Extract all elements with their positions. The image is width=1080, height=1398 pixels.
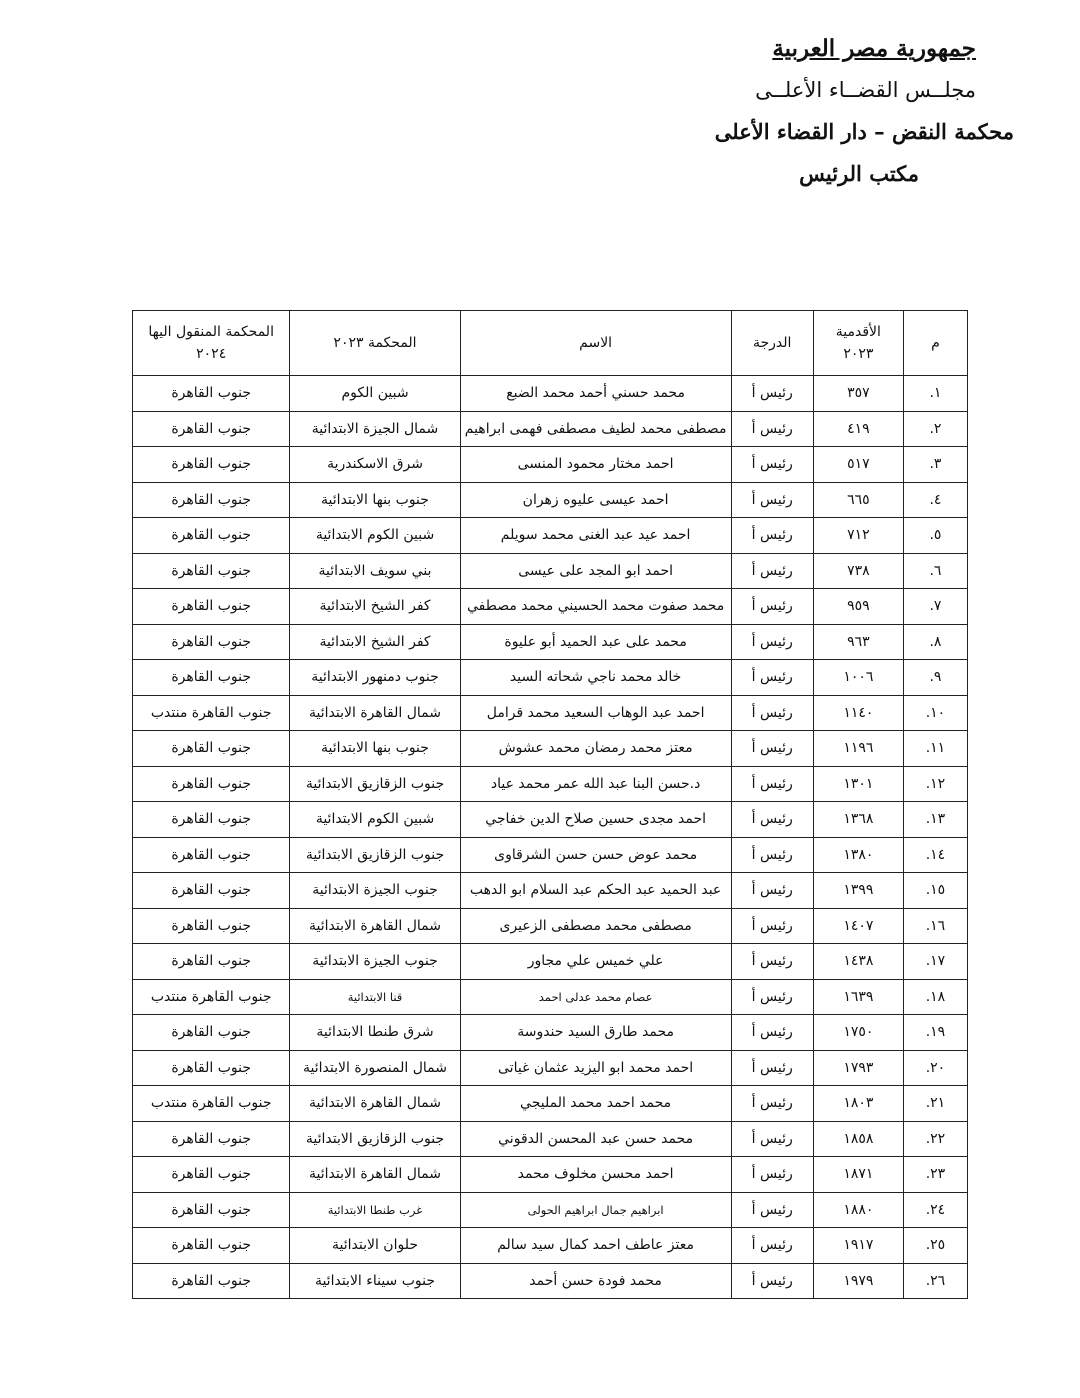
cell-seniority: ٩٥٩ — [813, 589, 903, 625]
cell-transferred-to: جنوب القاهرة — [133, 944, 290, 980]
cell-seniority: ١٣٦٨ — [813, 802, 903, 838]
cell-name: محمد حسني أحمد محمد الضبع — [460, 376, 731, 412]
table-row — [133, 908, 968, 944]
cell-name: محمد حسن عبد المحسن الدقوني — [460, 1121, 731, 1157]
table-row — [133, 447, 968, 483]
cell-seniority: ١٣٩٩ — [813, 873, 903, 909]
cell-number: ٢٦. — [903, 1263, 967, 1299]
header-council: مجلــس القضــاء الأعلــى — [755, 78, 976, 102]
cell-degree: رئيس أ — [731, 482, 813, 518]
cell-degree: رئيس أ — [731, 1192, 813, 1228]
cell-number: ٢٥. — [903, 1228, 967, 1264]
cell-court-2023: شمال الجيزة الابتدائية — [290, 411, 460, 447]
cell-number: ٧. — [903, 589, 967, 625]
cell-court-2023: حلوان الابتدائية — [290, 1228, 460, 1264]
cell-seniority: ١٩١٧ — [813, 1228, 903, 1264]
cell-degree: رئيس أ — [731, 553, 813, 589]
cell-name: احمد ابو المجد على عيسى — [460, 553, 731, 589]
cell-name: علي خميس علي مجاور — [460, 944, 731, 980]
cell-degree: رئيس أ — [731, 518, 813, 554]
cell-transferred-to: جنوب القاهرة — [133, 589, 290, 625]
cell-seniority: ٣٥٧ — [813, 376, 903, 412]
cell-name: محمد فودة حسن أحمد — [460, 1263, 731, 1299]
cell-name: عبد الحميد عبد الحكم عبد السلام ابو الدهب — [460, 873, 731, 909]
cell-court-2023: بني سويف الابتدائية — [290, 553, 460, 589]
cell-transferred-to: جنوب القاهرة — [133, 1228, 290, 1264]
cell-transferred-to: جنوب القاهرة — [133, 873, 290, 909]
cell-degree: رئيس أ — [731, 1015, 813, 1051]
cell-seniority: ١٧٥٠ — [813, 1015, 903, 1051]
cell-transferred-to: جنوب القاهرة — [133, 660, 290, 696]
cell-seniority: ١١٩٦ — [813, 731, 903, 767]
cell-court-2023: جنوب دمنهور الابتدائية — [290, 660, 460, 696]
cell-seniority: ٧١٢ — [813, 518, 903, 554]
cell-name: د.حسن البنا عبد الله عمر محمد عياد — [460, 766, 731, 802]
table-row — [133, 1192, 968, 1228]
cell-number: ١١. — [903, 731, 967, 767]
table-row — [133, 624, 968, 660]
header-country: جمهورية مصر العربية — [772, 35, 976, 62]
header-court: محكمة النقض – دار القضاء الأعلى — [714, 119, 1014, 144]
cell-seniority: ١٤٣٨ — [813, 944, 903, 980]
table-row — [133, 695, 968, 731]
cell-seniority: ٤١٩ — [813, 411, 903, 447]
cell-degree: رئيس أ — [731, 1228, 813, 1264]
cell-number: ٣. — [903, 447, 967, 483]
cell-transferred-to: جنوب القاهرة منتدب — [133, 695, 290, 731]
table-row — [133, 553, 968, 589]
cell-number: ٢٤. — [903, 1192, 967, 1228]
cell-name: مصطفى محمد مصطفى الزعيرى — [460, 908, 731, 944]
cell-degree: رئيس أ — [731, 1086, 813, 1122]
cell-transferred-to: جنوب القاهرة — [133, 1192, 290, 1228]
cell-transferred-to: جنوب القاهرة — [133, 766, 290, 802]
cell-court-2023: جنوب الجيزة الابتدائية — [290, 944, 460, 980]
cell-number: ١٢. — [903, 766, 967, 802]
cell-court-2023: شبين الكوم الابتدائية — [290, 802, 460, 838]
table-row — [133, 589, 968, 625]
cell-degree: رئيس أ — [731, 376, 813, 412]
cell-number: ٢. — [903, 411, 967, 447]
cell-transferred-to: جنوب القاهرة منتدب — [133, 979, 290, 1015]
table-row — [133, 1050, 968, 1086]
cell-court-2023: كفر الشيخ الابتدائية — [290, 624, 460, 660]
cell-seniority: ١٦٣٩ — [813, 979, 903, 1015]
cell-court-2023: شمال القاهرة الابتدائية — [290, 695, 460, 731]
cell-number: ١٧. — [903, 944, 967, 980]
cell-degree: رئيس أ — [731, 411, 813, 447]
cell-number: ١٩. — [903, 1015, 967, 1051]
cell-seniority: ١٠٠٦ — [813, 660, 903, 696]
col-header-transferred-to-label: المحكمة المنقول اليها — [148, 324, 274, 340]
cell-number: ١. — [903, 376, 967, 412]
col-header-name: الاسم — [460, 311, 731, 376]
cell-court-2023: شبين الكوم — [290, 376, 460, 412]
cell-degree: رئيس أ — [731, 624, 813, 660]
table-row — [133, 1263, 968, 1299]
cell-degree: رئيس أ — [731, 837, 813, 873]
cell-seniority: ١٨٨٠ — [813, 1192, 903, 1228]
cell-seniority: ١٩٧٩ — [813, 1263, 903, 1299]
cell-name: خالد محمد ناجي شحاته السيد — [460, 660, 731, 696]
cell-degree: رئيس أ — [731, 802, 813, 838]
col-header-transferred-to — [133, 311, 290, 376]
cell-degree: رئيس أ — [731, 908, 813, 944]
cell-transferred-to: جنوب القاهرة — [133, 553, 290, 589]
col-header-transferred-to-year: ٢٠٢٤ — [196, 346, 227, 362]
table-row — [133, 1121, 968, 1157]
cell-name: احمد عبد الوهاب السعيد محمد قرامل — [460, 695, 731, 731]
col-header-court-2023: المحكمة ٢٠٢٣ — [290, 311, 460, 376]
cell-court-2023: شرق الاسكندرية — [290, 447, 460, 483]
header-office: مكتب الرئيس — [799, 161, 919, 186]
cell-number: ١٨. — [903, 979, 967, 1015]
cell-name: احمد محمد ابو اليزيد عثمان غياتى — [460, 1050, 731, 1086]
cell-number: ٢٣. — [903, 1157, 967, 1193]
cell-number: ١٣. — [903, 802, 967, 838]
cell-transferred-to: جنوب القاهرة — [133, 802, 290, 838]
cell-seniority: ٥١٧ — [813, 447, 903, 483]
cell-court-2023: شمال القاهرة الابتدائية — [290, 1157, 460, 1193]
cell-seniority: ١٧٩٣ — [813, 1050, 903, 1086]
cell-transferred-to: جنوب القاهرة — [133, 731, 290, 767]
cell-transferred-to: جنوب القاهرة — [133, 518, 290, 554]
cell-seniority: ١٣٨٠ — [813, 837, 903, 873]
cell-degree: رئيس أ — [731, 944, 813, 980]
cell-transferred-to: جنوب القاهرة — [133, 447, 290, 483]
cell-court-2023: جنوب الزقازيق الابتدائية — [290, 837, 460, 873]
cell-name: محمد طارق السيد حندوسة — [460, 1015, 731, 1051]
cell-degree: رئيس أ — [731, 731, 813, 767]
cell-court-2023: جنوب الزقازيق الابتدائية — [290, 766, 460, 802]
cell-name: ابراهيم جمال ابراهيم الحولى — [460, 1192, 731, 1228]
cell-court-2023: قنا الابتدائية — [290, 979, 460, 1015]
cell-transferred-to: جنوب القاهرة — [133, 908, 290, 944]
cell-name: احمد عيد عبد الغنى محمد سويلم — [460, 518, 731, 554]
cell-court-2023: كفر الشيخ الابتدائية — [290, 589, 460, 625]
cell-court-2023: جنوب سيناء الابتدائية — [290, 1263, 460, 1299]
cell-seniority: ١٨٠٣ — [813, 1086, 903, 1122]
cell-degree: رئيس أ — [731, 447, 813, 483]
table-row — [133, 660, 968, 696]
transfers-table — [132, 310, 968, 1299]
cell-degree: رئيس أ — [731, 1157, 813, 1193]
cell-transferred-to: جنوب القاهرة — [133, 376, 290, 412]
cell-degree: رئيس أ — [731, 1050, 813, 1086]
cell-degree: رئيس أ — [731, 1263, 813, 1299]
cell-court-2023: غرب طنطا الابتدائية — [290, 1192, 460, 1228]
cell-seniority: ١٨٧١ — [813, 1157, 903, 1193]
cell-number: ٢٠. — [903, 1050, 967, 1086]
table-row — [133, 766, 968, 802]
cell-transferred-to: جنوب القاهرة — [133, 482, 290, 518]
cell-name: محمد احمد محمد المليجي — [460, 1086, 731, 1122]
cell-court-2023: جنوب الزقازيق الابتدائية — [290, 1121, 460, 1157]
cell-name: احمد مختار محمود المنسى — [460, 447, 731, 483]
cell-number: ١٤. — [903, 837, 967, 873]
cell-number: ٤. — [903, 482, 967, 518]
cell-transferred-to: جنوب القاهرة — [133, 1050, 290, 1086]
cell-name: معتز عاطف احمد كمال سيد سالم — [460, 1228, 731, 1264]
cell-number: ٥. — [903, 518, 967, 554]
table-row — [133, 1015, 968, 1051]
col-header-number: م — [903, 311, 967, 376]
table-row — [133, 837, 968, 873]
cell-seniority: ١٣٠١ — [813, 766, 903, 802]
cell-name: محمد عوض حسن حسن الشرقاوى — [460, 837, 731, 873]
cell-seniority: ٩٦٣ — [813, 624, 903, 660]
col-header-seniority-year: ٢٠٢٣ — [843, 346, 874, 362]
cell-court-2023: جنوب الجيزة الابتدائية — [290, 873, 460, 909]
table-row — [133, 802, 968, 838]
cell-transferred-to: جنوب القاهرة — [133, 837, 290, 873]
table-row — [133, 979, 968, 1015]
cell-court-2023: شبين الكوم الابتدائية — [290, 518, 460, 554]
table-row — [133, 1157, 968, 1193]
col-header-seniority — [813, 311, 903, 376]
cell-name: محمد على عبد الحميد أبو عليوة — [460, 624, 731, 660]
cell-degree: رئيس أ — [731, 695, 813, 731]
cell-number: ٢١. — [903, 1086, 967, 1122]
cell-court-2023: شمال القاهرة الابتدائية — [290, 1086, 460, 1122]
cell-number: ١٥. — [903, 873, 967, 909]
cell-number: ٢٢. — [903, 1121, 967, 1157]
cell-court-2023: شرق طنطا الابتدائية — [290, 1015, 460, 1051]
cell-degree: رئيس أ — [731, 873, 813, 909]
cell-transferred-to: جنوب القاهرة منتدب — [133, 1086, 290, 1122]
cell-number: ٨. — [903, 624, 967, 660]
table-header-row — [133, 311, 968, 376]
table-row — [133, 731, 968, 767]
table-row — [133, 873, 968, 909]
cell-court-2023: شمال القاهرة الابتدائية — [290, 908, 460, 944]
cell-degree: رئيس أ — [731, 1121, 813, 1157]
cell-name: مصطفى محمد لطيف مصطفى فهمى ابراهيم — [460, 411, 731, 447]
table-row — [133, 1228, 968, 1264]
table-row — [133, 411, 968, 447]
col-header-seniority-label: الأقدمية — [835, 324, 881, 340]
cell-transferred-to: جنوب القاهرة — [133, 1263, 290, 1299]
cell-court-2023: جنوب بنها الابتدائية — [290, 731, 460, 767]
cell-name: عصام محمد عدلى احمد — [460, 979, 731, 1015]
cell-degree: رئيس أ — [731, 660, 813, 696]
table-row — [133, 518, 968, 554]
cell-name: احمد مجدى حسين صلاح الدين خفاجي — [460, 802, 731, 838]
cell-name: احمد محسن مخلوف محمد — [460, 1157, 731, 1193]
cell-name: احمد عيسى عليوه زهران — [460, 482, 731, 518]
cell-seniority: ٦٦٥ — [813, 482, 903, 518]
cell-seniority: ٧٣٨ — [813, 553, 903, 589]
cell-number: ٩. — [903, 660, 967, 696]
cell-court-2023: شمال المنصورة الابتدائية — [290, 1050, 460, 1086]
cell-transferred-to: جنوب القاهرة — [133, 1121, 290, 1157]
cell-name: محمد صفوت محمد الحسيني محمد مصطفي — [460, 589, 731, 625]
cell-seniority: ١٤٠٧ — [813, 908, 903, 944]
cell-name: معتز محمد رمضان محمد عشوش — [460, 731, 731, 767]
col-header-degree: الدرجة — [731, 311, 813, 376]
cell-degree: رئيس أ — [731, 979, 813, 1015]
cell-transferred-to: جنوب القاهرة — [133, 1015, 290, 1051]
table-row — [133, 376, 968, 412]
table-row — [133, 482, 968, 518]
cell-degree: رئيس أ — [731, 766, 813, 802]
cell-number: ١٠. — [903, 695, 967, 731]
cell-seniority: ١٨٥٨ — [813, 1121, 903, 1157]
cell-court-2023: جنوب بنها الابتدائية — [290, 482, 460, 518]
table-row — [133, 1086, 968, 1122]
cell-transferred-to: جنوب القاهرة — [133, 1157, 290, 1193]
cell-degree: رئيس أ — [731, 589, 813, 625]
cell-transferred-to: جنوب القاهرة — [133, 411, 290, 447]
table-row — [133, 944, 968, 980]
cell-seniority: ١١٤٠ — [813, 695, 903, 731]
cell-number: ٦. — [903, 553, 967, 589]
cell-transferred-to: جنوب القاهرة — [133, 624, 290, 660]
cell-number: ١٦. — [903, 908, 967, 944]
